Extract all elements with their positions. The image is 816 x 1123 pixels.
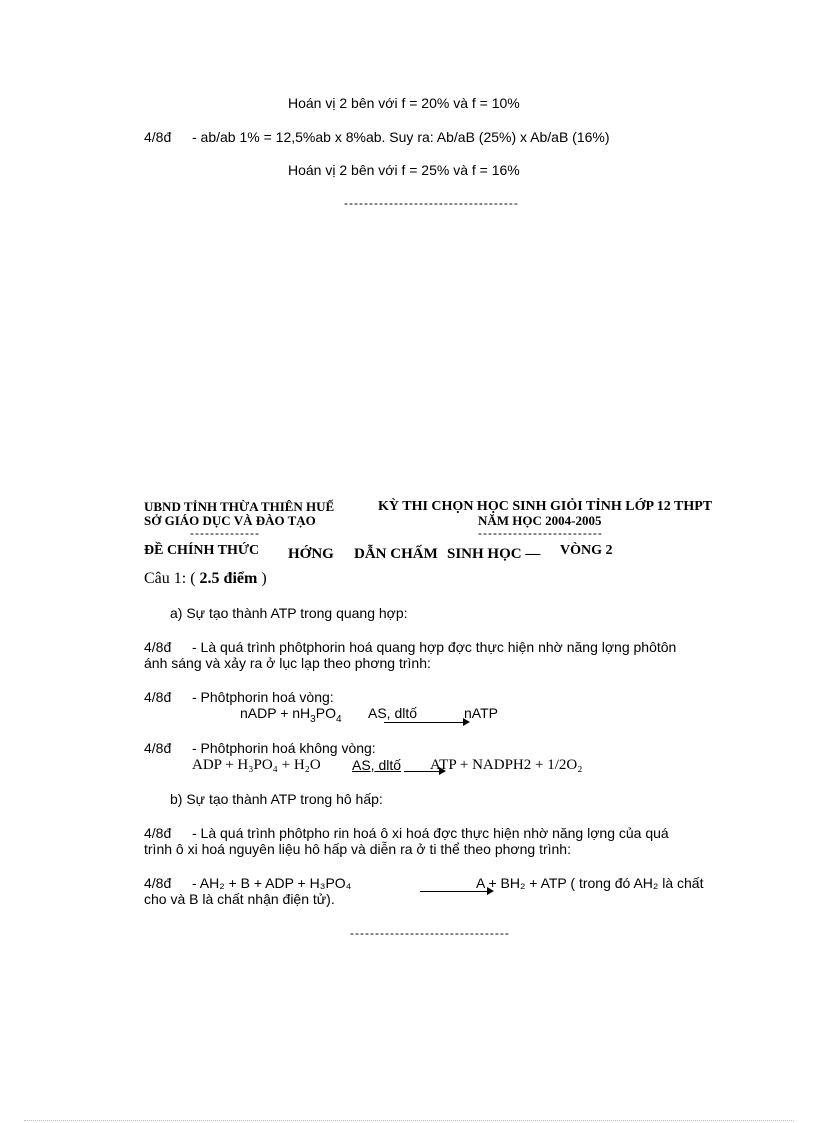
part-b-p2-score: 4/8đ [144, 875, 172, 891]
question-heading [144, 570, 267, 588]
part-a-p3-score: 4/8đ [144, 740, 172, 756]
part-a-p3-reactants: ADP + H₃PO₄ + H₂O [192, 757, 321, 773]
official-label: ĐỀ CHÍNH THỨC [144, 543, 260, 558]
eq-subscript: 4 [335, 713, 342, 725]
header-right-separator: ------------------------- [478, 526, 603, 540]
top-line-3: Hoán vị 2 bên với f = 25% và f = 16% [288, 162, 520, 178]
part-a-p3-condition: AS, dltố [352, 757, 402, 773]
part-b-p2-reactants: - AH₂ + B + ADP + H₃PO₄ [192, 875, 352, 891]
part-b-p1-line2: trình ô xi hoá nguyên liệu hô hấp và diễn ra ở ti thể theo phơng trình: [144, 841, 571, 857]
top-score: 4/8đ [144, 129, 172, 145]
title-part-b: DẪN CHẤM [354, 546, 438, 562]
part-a-p3-line1: - Phôtphorin hoá không vòng: [192, 740, 376, 756]
top-line-1: Hoán vị 2 bên với f = 20% và f = 10% [288, 95, 520, 111]
part-a-p2-line1: - Phôtphorin hoá vòng: [192, 689, 334, 705]
part-b-p2-products: A + BH₂ + ATP ( trong đó AH₂ là chất [476, 875, 704, 891]
page-bottom-border [24, 1120, 794, 1121]
top-separator: ----------------------------------- [344, 196, 519, 210]
title-part-c: SINH HỌC — [447, 546, 541, 562]
header-left-separator: -------------- [190, 526, 260, 540]
part-a-p3-products: ATP + NADPH2 + 1/2O₂ [430, 757, 583, 773]
header-school-year: NĂM HỌC 2004-2005 [478, 513, 602, 528]
part-a-p2-product: nATP [464, 705, 498, 721]
part-b-p1-score: 4/8đ [144, 825, 172, 841]
part-a-p2-score: 4/8đ [144, 689, 172, 705]
part-a-p1-line1: - Là quá trình phôtphorin hoá quang hợp đợc thực hiện nhờ năng lợng phôtôn [192, 639, 677, 655]
header-exam-title: KỲ THI CHỌN HỌC SINH GIỎI TỈNH LỚP 12 THPT [378, 499, 713, 514]
part-a-p2-equation [240, 705, 342, 725]
title-part-a: HỚNG [288, 546, 334, 562]
eq-reactants-tail: PO [315, 705, 336, 721]
title-part-d: VÒNG 2 [560, 543, 613, 558]
eq-subscript: 3 [310, 713, 316, 725]
part-a-p1-line2: ánh sáng và xảy ra ở lục lạp theo phơng trình: [144, 655, 431, 671]
top-line-2: - ab/ab 1% = 12,5%ab x 8%ab. Suy ra: Ab/aB (25%) x Ab/aB (16%) [192, 129, 610, 145]
part-a-p2-condition: AS, dltố [368, 705, 418, 721]
eq-reactants: nADP + nH [240, 705, 311, 721]
part-b-p2-line2: cho và B là chất nhận điện tử). [144, 891, 335, 907]
question-label: Câu 1: ( [144, 570, 196, 587]
reaction-arrow-icon [420, 891, 492, 892]
reaction-arrow-icon [384, 722, 468, 723]
part-b-p1-line1: - Là quá trình phôtpho rin hoá ô xi hoá đợc thực hiện nhờ năng lợng của quá [192, 825, 669, 841]
question-close: ) [261, 570, 267, 587]
part-b-heading: b) Sự tạo thành ATP trong hô hấp: [170, 791, 383, 807]
bottom-separator: -------------------------------- [350, 926, 510, 940]
question-points: 2.5 điểm [199, 570, 258, 587]
header-province: UBND TỈNH THỪA THIÊN HUẾ [144, 499, 335, 514]
part-a-p1-score: 4/8đ [144, 639, 172, 655]
header-department: SỞ GIÁO DỤC VÀ ĐÀO TẠO [144, 513, 316, 528]
part-a-heading: a) Sự tạo thành ATP trong quang hợp: [170, 605, 408, 621]
